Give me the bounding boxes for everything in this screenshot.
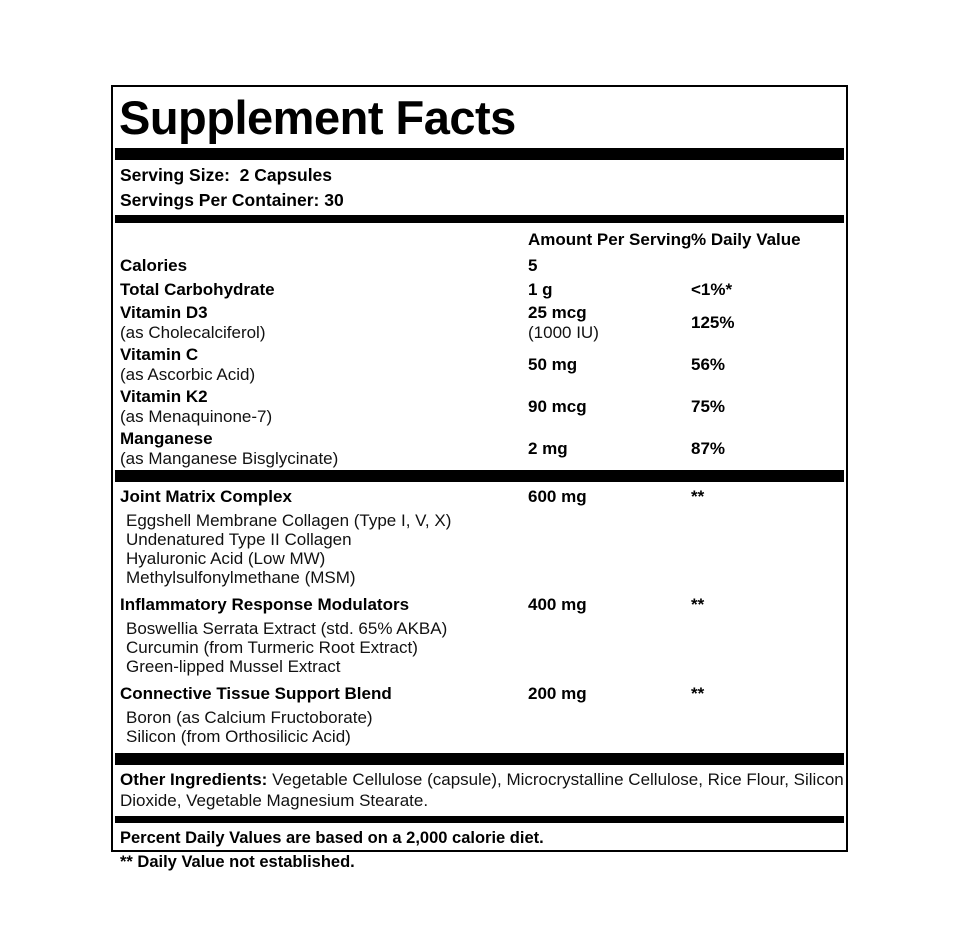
- nutrient-dv: 56%: [691, 355, 726, 374]
- divider-bar-other-ingredients: [115, 753, 844, 765]
- nutrient-name: Vitamin C: [120, 345, 199, 364]
- other-ingredients-text: Vegetable Cellulose (capsule), Microcrystalline Cellulose, Rice Flour, Silicon Dioxide, Vegetable Magnesium Stearate.: [120, 770, 849, 810]
- divider-bar-serving: [115, 215, 844, 223]
- nutrient-dv: 125%: [691, 313, 735, 332]
- nutrient-name-cell: [120, 303, 528, 343]
- nutrient-name-cell: [120, 429, 528, 469]
- blend-name: Joint Matrix Complex: [120, 487, 292, 506]
- nutrient-amount: 1 g: [528, 280, 553, 299]
- footnote-calorie-diet: Percent Daily Values are based on a 2,000 calorie diet.: [120, 829, 544, 847]
- column-header-daily-value: % Daily Value: [691, 230, 801, 249]
- nutrient-detail: (as Menaquinone-7): [120, 407, 273, 426]
- blend-component: Hyaluronic Acid (Low MW): [126, 549, 326, 568]
- nutrient-row-vitamin-c: [115, 344, 844, 386]
- blend-dv: **: [691, 595, 705, 614]
- blend-row-joint-matrix-complex: [115, 486, 844, 508]
- other-ingredients-label: Other Ingredients:: [120, 770, 268, 789]
- divider-bar-title: [115, 148, 844, 160]
- nutrient-dv: 75%: [691, 397, 726, 416]
- divider-bar-blends: [115, 470, 844, 482]
- nutrient-name-cell: [120, 387, 528, 427]
- nutrient-amount-cell: [528, 303, 691, 343]
- blend-component: Silicon (from Orthosilicic Acid): [126, 727, 351, 746]
- blend-row-connective-tissue-support-blend: [115, 683, 844, 705]
- blend-dv: **: [691, 487, 705, 506]
- other-ingredients: [115, 769, 849, 811]
- footnote-daily-value-not-established: ** Daily Value not established.: [120, 853, 355, 871]
- blend-components: [115, 511, 844, 587]
- nutrient-row-manganese: [115, 428, 844, 470]
- column-header-amount: Amount Per Serving: [528, 230, 692, 249]
- nutrient-name: Manganese: [120, 429, 213, 448]
- nutrient-row-vitamin-k2: [115, 386, 844, 428]
- panel-title: Supplement Facts: [119, 91, 516, 144]
- blend-component: Eggshell Membrane Collagen (Type I, V, X): [126, 511, 452, 530]
- blend-dv: **: [691, 684, 705, 703]
- blend-row-inflammatory-response-modulators: [115, 594, 844, 616]
- serving-info: [115, 160, 844, 215]
- nutrient-amount: 5: [528, 256, 538, 275]
- nutrient-amount: 25 mcg: [528, 303, 587, 322]
- blend-component: Green-lipped Mussel Extract: [126, 657, 341, 676]
- blend-amount: 600 mg: [528, 487, 587, 506]
- nutrient-detail: (as Cholecalciferol): [120, 323, 266, 342]
- column-header-row: [115, 223, 844, 254]
- nutrient-name: Calories: [120, 256, 188, 275]
- nutrient-amount: 90 mcg: [528, 397, 587, 416]
- nutrient-name: Vitamin D3: [120, 303, 208, 322]
- nutrient-name: Vitamin K2: [120, 387, 208, 406]
- nutrient-name: Total Carbohydrate: [120, 280, 275, 299]
- nutrient-detail: (as Manganese Bisglycinate): [120, 449, 339, 468]
- blend-components: [115, 619, 844, 676]
- nutrient-amount: 50 mg: [528, 355, 578, 374]
- blend-component: Boron (as Calcium Fructoborate): [126, 708, 373, 727]
- nutrient-amount-iu: (1000 IU): [528, 323, 599, 342]
- blend-component: Curcumin (from Turmeric Root Extract): [126, 638, 418, 657]
- servings-per-container-line: Servings Per Container: 30: [120, 190, 344, 210]
- nutrient-dv: <1%*: [691, 280, 733, 299]
- blend-name: Inflammatory Response Modulators: [120, 595, 410, 614]
- supplement-facts-panel: [111, 85, 849, 871]
- blend-amount: 200 mg: [528, 684, 587, 703]
- nutrient-dv: 87%: [691, 439, 726, 458]
- blend-amount: 400 mg: [528, 595, 587, 614]
- footnotes: [115, 828, 844, 873]
- blend-components: [115, 708, 844, 746]
- nutrient-amount: 2 mg: [528, 439, 568, 458]
- nutrient-name-cell: [120, 345, 528, 385]
- blend-component: Boswellia Serrata Extract (std. 65% AKBA): [126, 619, 448, 638]
- divider-bar-footnotes: [115, 816, 844, 823]
- serving-size-line: Serving Size: 2 Capsules: [120, 165, 333, 185]
- nutrient-row-calories: [115, 254, 844, 278]
- nutrient-row-vitamin-d3: [115, 302, 844, 344]
- nutrient-detail: (as Ascorbic Acid): [120, 365, 256, 384]
- blend-name: Connective Tissue Support Blend: [120, 684, 392, 703]
- blend-component: Undenatured Type II Collagen: [126, 530, 352, 549]
- nutrient-row-total-carbohydrate: [115, 278, 844, 302]
- blend-component: Methylsulfonylmethane (MSM): [126, 568, 356, 587]
